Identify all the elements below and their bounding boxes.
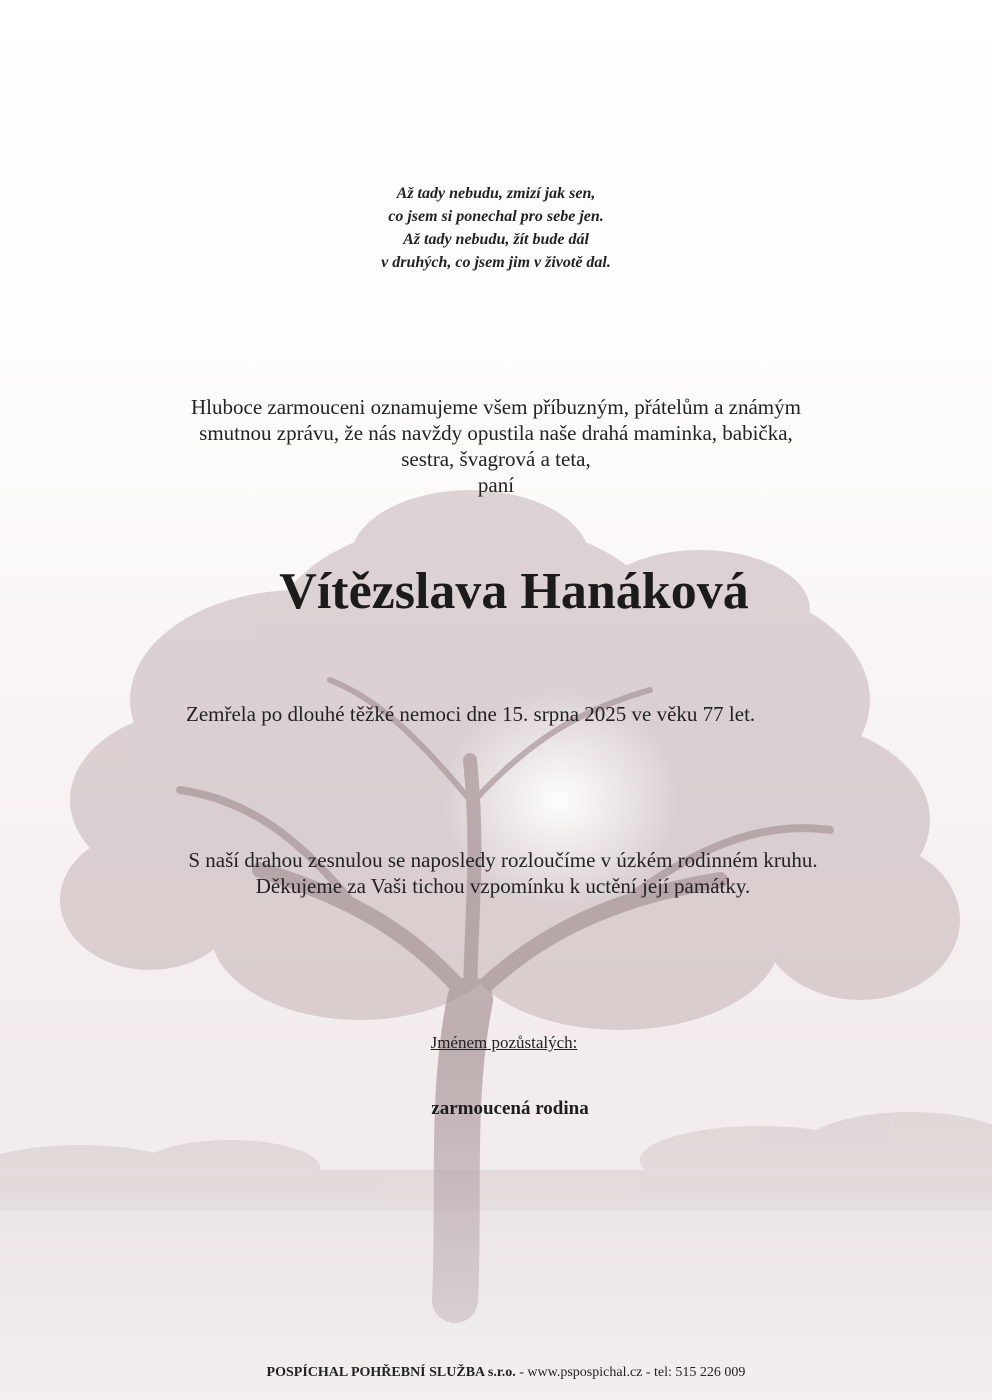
footer-contact: - www.pspospichal.cz - tel: 515 226 009 <box>515 1365 746 1380</box>
announcement-line: Hluboce zarmouceni oznamujeme všem příbuzným, přátelům a známým <box>191 395 801 419</box>
death-notice: Zemřela po dlouhé těžké nemoci dne 15. srpna 2025 ve věku 77 let. <box>186 702 756 726</box>
announcement-text <box>140 394 852 498</box>
announcement-line: paní <box>477 473 515 497</box>
footer <box>0 1364 992 1382</box>
poem <box>0 182 992 274</box>
signatory-label <box>0 1032 992 1054</box>
signatory-label-text: Jménem pozůstalých: <box>430 1033 578 1052</box>
poem-line: co jsem si ponechal pro sebe jen. <box>388 208 604 225</box>
poem-line: v druhých, co jsem jim v životě dal. <box>381 254 611 271</box>
farewell-line: S naší drahou zesnulou se naposledy rozloučíme v úzkém rodinném kruhu. <box>188 848 818 872</box>
announcement-line: sestra, švagrová a teta, <box>401 447 591 471</box>
poem-line: Až tady nebudu, zmizí jak sen, <box>396 185 596 202</box>
announcement-line: smutnou zprávu, že nás navždy opustila naše drahá maminka, babička, <box>199 421 793 445</box>
footer-company: POSPÍCHAL POHŘEBNÍ SLUŽBA s.r.o. <box>266 1365 516 1380</box>
farewell-line: Děkujeme za Vaši tichou vzpomínku k uctění její památky. <box>255 874 751 898</box>
signatory-family: zarmoucená rodina <box>431 1098 589 1119</box>
poem-line: Až tady nebudu, žít bude dál <box>403 231 589 248</box>
farewell-text <box>0 847 992 899</box>
deceased-name: Vítězslava Hanáková <box>279 563 749 620</box>
